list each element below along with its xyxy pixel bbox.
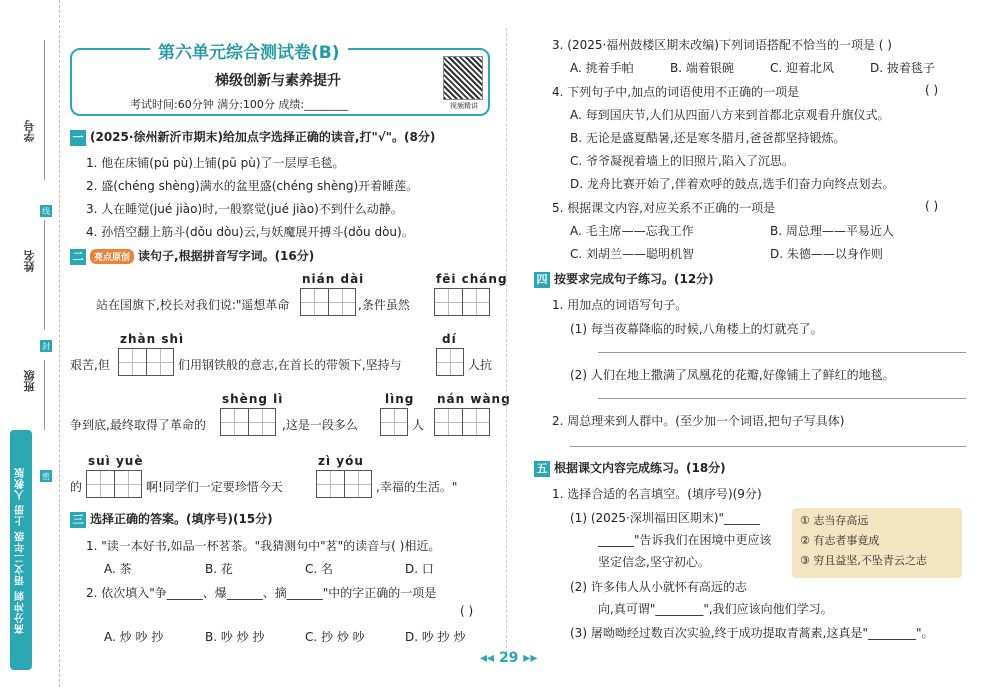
- section-4-number: 四: [534, 272, 550, 288]
- answer-boxes-niandai[interactable]: [300, 288, 356, 316]
- column-divider: [506, 28, 507, 658]
- s4-q1-a: (1) 每当夜幕降临的时候,八角楼上的灯就亮了。: [570, 322, 823, 336]
- s3-q2: 2. 依次填入"争______、爆______、摘______"中的字正确的一项是: [86, 586, 437, 600]
- s5-a2: (2) 许多伟人从小就怀有高远的志: [570, 580, 747, 594]
- quote-2: ② 有志者事竟成: [800, 534, 880, 547]
- s5-a3: (3) 屠呦呦经过数百次实验,终于成功提取青蒿素,这真是"________"。: [570, 626, 934, 640]
- s5-a1b: ______"告诉我们在困境中更应该: [598, 533, 772, 547]
- s3-q3: 3. (2025·福州鼓楼区期末改编)下列词语搭配不恰当的一项是 ( ): [552, 38, 892, 52]
- pinyin-suiyue: suì yuè: [88, 454, 144, 468]
- section-4-title: 按要求完成句子练习。(12分): [554, 272, 714, 286]
- brand-label: 高分冲刺 语文二年级 上册 人教版: [10, 430, 32, 670]
- answer-boxes-nanwang[interactable]: [434, 408, 490, 436]
- section-1-number: 一: [70, 130, 86, 146]
- answer-boxes-feichang[interactable]: [434, 288, 490, 316]
- name-line: [44, 220, 45, 330]
- s4-answer-line-3[interactable]: [570, 446, 966, 447]
- s3-q2-opt-b: B. 吵 炒 抄: [205, 630, 265, 644]
- qr-code[interactable]: [443, 56, 483, 100]
- answer-boxes-ziyou[interactable]: [316, 470, 372, 498]
- s3-q1: 1. "读一本好书,如品一杯茗茶。"我猜测句中"茗"的读音与( )相近。: [86, 539, 441, 553]
- s4-q1-b: (2) 人们在地上撒满了凤凰花的花瓣,好像铺上了鲜红的地毯。: [570, 368, 895, 382]
- exam-subtitle: 梯级创新与素养提升: [215, 73, 341, 89]
- seal-mark-3: 密: [42, 471, 50, 481]
- s3-q4: 4. 下列句子中,加点的词语使用不正确的一项是: [552, 85, 800, 99]
- seal-mark-2: 封: [42, 341, 50, 351]
- s3-q2-opt-d: D. 吵 抄 炒: [405, 630, 466, 644]
- s3-q2-paren: ( ): [460, 604, 474, 618]
- exam-meta: 考试时间:60分钟 满分:100分 成绩:________: [130, 98, 349, 111]
- s2-line3-b: ,这是一段多么: [282, 418, 358, 432]
- section-3-number: 三: [70, 512, 86, 528]
- name-label: 姓名: [23, 250, 36, 272]
- section-1-title: (2025·徐州新沂市期末)给加点字选择正确的读音,打"√"。(8分): [90, 130, 436, 144]
- pinyin-nanwang: nán wàng: [437, 392, 511, 406]
- s2-line2-b: 们用钢铁般的意志,在首长的带领下,坚持与: [178, 358, 402, 372]
- s1-item-3: 3. 人在睡觉(jué jiào)时,一般察觉(jué jiào)不到什么动静。: [86, 202, 403, 216]
- s4-q1: 1. 用加点的词语写句子。: [552, 298, 688, 312]
- answer-boxes-zhanshi[interactable]: [118, 348, 174, 376]
- section-5-number: 五: [534, 461, 550, 477]
- class-label: 班级: [23, 370, 36, 392]
- section-5-heading: [534, 459, 726, 477]
- s2-line3-a: 争到底,最终取得了革命的: [70, 418, 206, 432]
- s1-item-2: 2. 盛(chéng shèng)满水的盆里盛(chéng shèng)开着睡莲。: [86, 179, 419, 193]
- seal-mark-1: 线: [42, 206, 50, 216]
- s3-q1-opt-d: D. 口: [405, 562, 434, 576]
- s3-q4-opt-a: A. 每到国庆节,人们从四面八方来到首都北京观看升旗仪式。: [570, 108, 890, 122]
- s2-line4-c: ,幸福的生活。": [376, 480, 458, 494]
- s5-q1: 1. 选择合适的名言填空。(填序号)(9分): [552, 487, 762, 501]
- s1-item-4: 4. 孙悟空翻上筋斗(dǒu dòu)云,与妖魔展开搏斗(dǒu dòu)。: [86, 225, 414, 239]
- s3-q3-opt-a: A. 挑着手帕: [570, 61, 634, 75]
- s4-q2: 2. 周总理来到人群中。(至少加一个词语,把句子写具体): [552, 414, 845, 428]
- student-id-line: [44, 40, 45, 180]
- section-4-heading: [534, 270, 714, 288]
- s3-q4-opt-c: C. 爷爷凝视着墙上的旧照片,陷入了沉思。: [570, 154, 794, 168]
- s2-line2-c: 人抗: [468, 358, 493, 372]
- qr-label: 视频精讲: [450, 102, 478, 110]
- s3-q4-opt-d: D. 龙舟比赛开始了,伴着欢呼的鼓点,选手们奋力向终点划去。: [570, 177, 895, 191]
- s3-q5-opt-c: C. 刘胡兰——聪明机智: [570, 247, 695, 261]
- s2-line4-a: 的: [70, 480, 83, 494]
- s2-line2-a: 艰苦,但: [70, 358, 110, 372]
- page-number: ◂◂ 29 ▸▸: [480, 650, 538, 666]
- s5-a1c: 坚定信念,坚守初心。: [598, 555, 710, 569]
- section-2-title: 读句子,根据拼音写字词。(16分): [138, 249, 315, 263]
- pinyin-di: dí: [442, 332, 457, 346]
- s3-q5-opt-d: D. 朱德——以身作则: [770, 247, 883, 261]
- s3-q3-opt-d: D. 披着毯子: [870, 61, 935, 75]
- s3-q5-paren: ( ): [925, 199, 939, 213]
- section-1-heading: [70, 128, 435, 146]
- s3-q5-opt-b: B. 周总理——平易近人: [770, 224, 894, 238]
- s3-q1-opt-a: A. 茶: [104, 562, 132, 576]
- section-2-number: 二: [70, 249, 86, 265]
- s3-q1-opt-c: C. 名: [305, 562, 334, 576]
- student-id-label: 学号: [23, 120, 36, 142]
- quote-1: ① 志当存高远: [800, 514, 869, 527]
- s3-q5-opt-a: A. 毛主席——忘我工作: [570, 224, 694, 238]
- quotes-box: [792, 508, 962, 578]
- s5-a2b: 向,真可谓"________",我们应该向他们学习。: [598, 602, 833, 616]
- answer-boxes-suiyue[interactable]: [86, 470, 142, 498]
- original-tag: 亮点原创: [90, 249, 134, 264]
- s3-q3-opt-b: B. 端着银碗: [670, 61, 734, 75]
- exam-title: 第六单元综合测试卷(B): [150, 38, 348, 63]
- s3-q1-opt-b: B. 花: [205, 562, 233, 576]
- quote-3: ③ 穷且益坚,不坠青云之志: [800, 554, 927, 567]
- answer-boxes-shengli[interactable]: [220, 408, 276, 436]
- pinyin-feichang: fēi cháng: [436, 272, 508, 286]
- class-line: [44, 360, 45, 430]
- pinyin-zhanshi: zhàn shì: [120, 332, 185, 346]
- section-5-title: 根据课文内容完成练习。(18分): [554, 461, 726, 475]
- s3-q4-opt-b: B. 无论是盛夏酷暑,还是寒冬腊月,爸爸都坚持锻炼。: [570, 131, 846, 145]
- s2-line3-c: 人: [412, 418, 425, 432]
- s3-q4-paren: ( ): [925, 83, 939, 97]
- answer-boxes-ling[interactable]: [380, 408, 408, 436]
- pinyin-ling: lìng: [385, 392, 415, 406]
- pinyin-ziyou: zì yóu: [318, 454, 364, 468]
- section-3-title: 选择正确的答案。(填序号)(15分): [90, 512, 273, 526]
- binding-sidebar: [0, 0, 60, 687]
- section-3-heading: [70, 510, 273, 528]
- section-2-heading: [70, 247, 314, 265]
- s3-q2-opt-c: C. 抄 炒 吵: [305, 630, 365, 644]
- s3-q2-opt-a: A. 炒 吵 抄: [104, 630, 164, 644]
- answer-boxes-di[interactable]: [436, 348, 464, 376]
- s2-line1-a: 站在国旗下,校长对我们说:"遥想革命: [96, 298, 290, 312]
- s4-answer-line-2[interactable]: [598, 398, 966, 399]
- s5-a1: (1) (2025·深圳福田区期末)"______: [570, 511, 761, 525]
- s2-line1-b: ,条件虽然: [358, 298, 410, 312]
- pinyin-shengli: shèng lì: [222, 392, 284, 406]
- s1-item-1: 1. 他在床铺(pū pù)上铺(pū pù)了一层厚毛毯。: [86, 156, 345, 170]
- page-number-value: 29: [498, 650, 519, 666]
- s3-q5: 5. 根据课文内容,对应关系不正确的一项是: [552, 201, 776, 215]
- s3-q3-opt-c: C. 迎着北风: [770, 61, 835, 75]
- s4-answer-line-1[interactable]: [598, 352, 966, 353]
- pinyin-niandai: nián dài: [302, 272, 365, 286]
- s2-line4-b: 啊!同学们一定要珍惜今天: [146, 480, 283, 494]
